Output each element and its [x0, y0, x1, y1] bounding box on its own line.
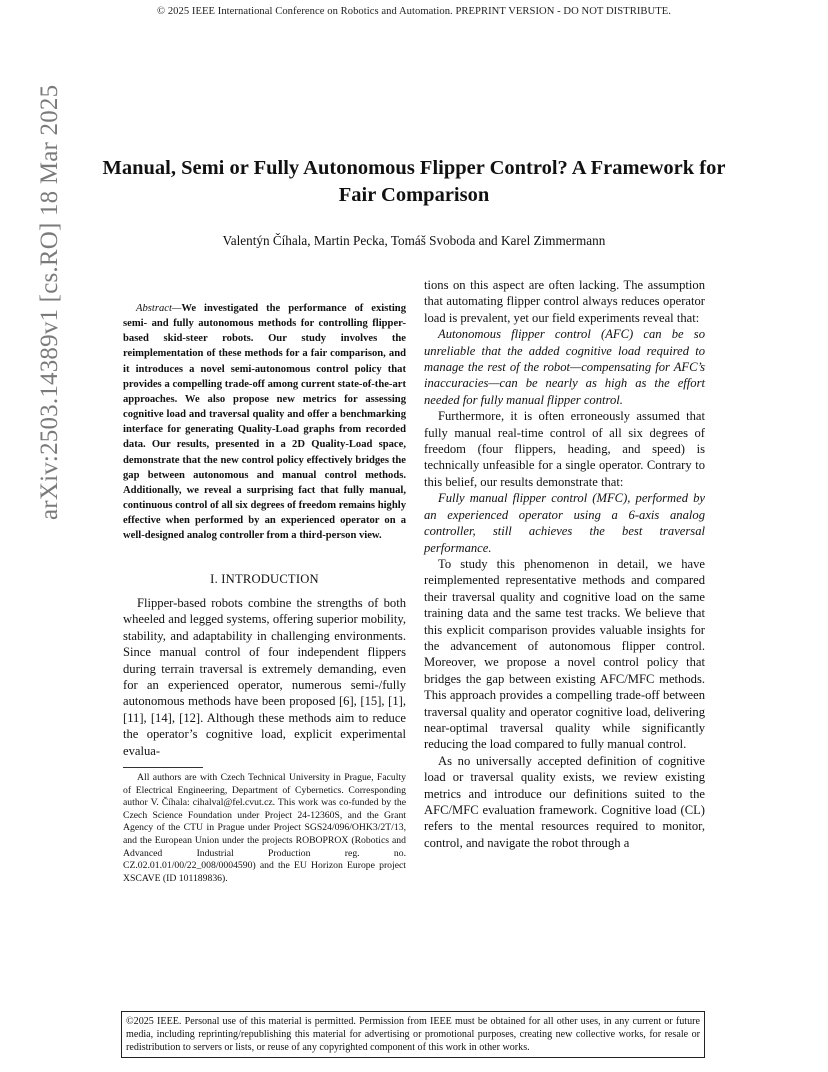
- right-paragraph-3: To study this phenomenon in detail, we have reimplemented representative methods and compared their traversal quality and cognitive load on the same training data and the same test tracks. We believe that this explicit comparison provides valuable insights for the advancement of autonomous flipper control. Moreover, we propose a novel control policy that bridges the gap between existing AFC/MFC methods. This approach provides a compelling trade-off between traversal quality and operator cognitive load, delivering near-optimal traversal quality while significantly reducing the load compared to fully manual control.: [424, 556, 705, 752]
- intro-paragraph: Flipper-based robots combine the strengths of both wheeled and legged systems, offering superior mobility, stability, and adaptability in challenging environments. Since manual control of four independent flippers during terrain traversal is extremely demanding, even for an experienced operator, numerous semi-/fully autonomous methods have been proposed [6], [15], [1], [11], [14], [12]. Although these methods aim to reduce the operator’s cognitive load, explicit experimental evalua-: [123, 596, 406, 758]
- author-list: Valentýn Číhala, Martin Pecka, Tomáš Svoboda and Karel Zimmermann: [222, 233, 606, 248]
- right-paragraph-1: tions on this aspect are often lacking. The assumption that automating flipper control always reduces operator load is prevalent, yet our field experiments reveal that:: [424, 278, 705, 325]
- arxiv-identifier: arXiv:2503.14389v1 [cs.RO] 18 Mar 2025: [36, 84, 63, 520]
- author-footnote: All authors are with Czech Technical University in Prague, Faculty of Electrical Engineering, Department of Cybernetics. Corresponding author V. Číhala: cihalval@fel.cvut.cz. This work was co-funded by the Czech Science Foundation under Project 24-12360S, and the Grant Agency of the CTU in Prague under Project SGS24/096/OHK3/2T/13, and the European Union under the projects ROBOPROX (Robotics and Advanced Industrial Production reg. no. CZ.02.01.01/00/22_008/0004590) and the EU Horizon Europe project XSCAVE (ID 101189836).: [123, 772, 406, 884]
- right-column: [424, 277, 705, 851]
- abstract-text: We investigated the performance of existing semi- and fully autonomous methods for controlling flipper-based skid-steer robots. Our study involves the reimplementation of these methods for a fair comparison, and it introduces a novel semi-autonomous control policy that provides a compelling trade-off among current state-of-the-art approaches. We also propose new metrics for assessing cognitive load and traversal quality and offer a benchmarking interface for generating Quality-Load graphs from recorded data. Our results, presented in a 2D Quality-Load space, demonstrate that the new control policy effectively bridges the gap between autonomous and manual control methods. Additionally, we reveal a surprising fact that fully manual, continuous control of all six degrees of freedom remains highly effective when performed by an experienced operator on a well-designed analog controller from a third-person view.: [123, 303, 406, 542]
- copyright-notice: ©2025 IEEE. Personal use of this material is permitted. Permission from IEEE must be obtained for all other uses, in any current or future media, including reprinting/republishing this material for advertising or promotional purposes, creating new collective works, for resale or redistribution to servers or lists, or reuse of any copyrighted component of this work in other works.: [121, 1011, 705, 1058]
- key-finding-afc: Autonomous flipper control (AFC) can be so unreliable that the added cognitive load required to manage the rest of the robot—compensating for AFC’s inaccuracies—can be nearly as high as the effort needed for fully manual flipper control.: [424, 327, 705, 407]
- conference-notice: © 2025 IEEE International Conference on Robotics and Automation. PREPRINT VERSION - DO NOT DISTRIBUTE.: [157, 6, 671, 17]
- abstract-label: Abstract: [136, 303, 172, 314]
- right-paragraph-4: As no universally accepted definition of cognitive load or traversal quality exists, we review existing metrics and introduce our definitions suited to the AFC/MFC evaluation framework. Cognitive load (CL) refers to the mental resources required to monitor, control, and navigate the robot through a: [424, 753, 705, 850]
- abstract: Abstract—We investigated the performance of existing semi- and fully autonomous methods for controlling flipper-based skid-steer robots. Our study involves the reimplementation of these methods for a fair comparison, and it introduces a novel semi-autonomous control policy that provides a compelling trade-off among current state-of-the-art approaches. We also propose new metrics for assessing cognitive load and traversal quality and offer a benchmarking interface for generating Quality-Load graphs from recorded data. Our results, presented in a 2D Quality-Load space, demonstrate that the new control policy effectively bridges the gap between autonomous and manual control methods. Additionally, we reveal a surprising fact that fully manual, continuous control of all six degrees of freedom remains highly effective when performed by an experienced operator on a well-designed analog controller from a third-person view.: [123, 303, 406, 542]
- section-heading-introduction: I. INTRODUCTION: [210, 572, 319, 586]
- footnote-rule: [123, 767, 203, 768]
- key-finding-mfc: Fully manual flipper control (MFC), performed by an experienced operator using a 6-axis analog controller, still achieves the best traversal performance.: [424, 491, 705, 555]
- paper-title: Manual, Semi or Fully Autonomous Flipper Control? A Framework for Fair Comparison: [102, 157, 726, 206]
- right-paragraph-2: Furthermore, it is often erroneously assumed that fully manual real-time control of all six degrees of freedom (four flippers, heading, and speed) is technically unfeasible for a single operator. Contrary to this belief, our results demonstrate that:: [424, 409, 705, 489]
